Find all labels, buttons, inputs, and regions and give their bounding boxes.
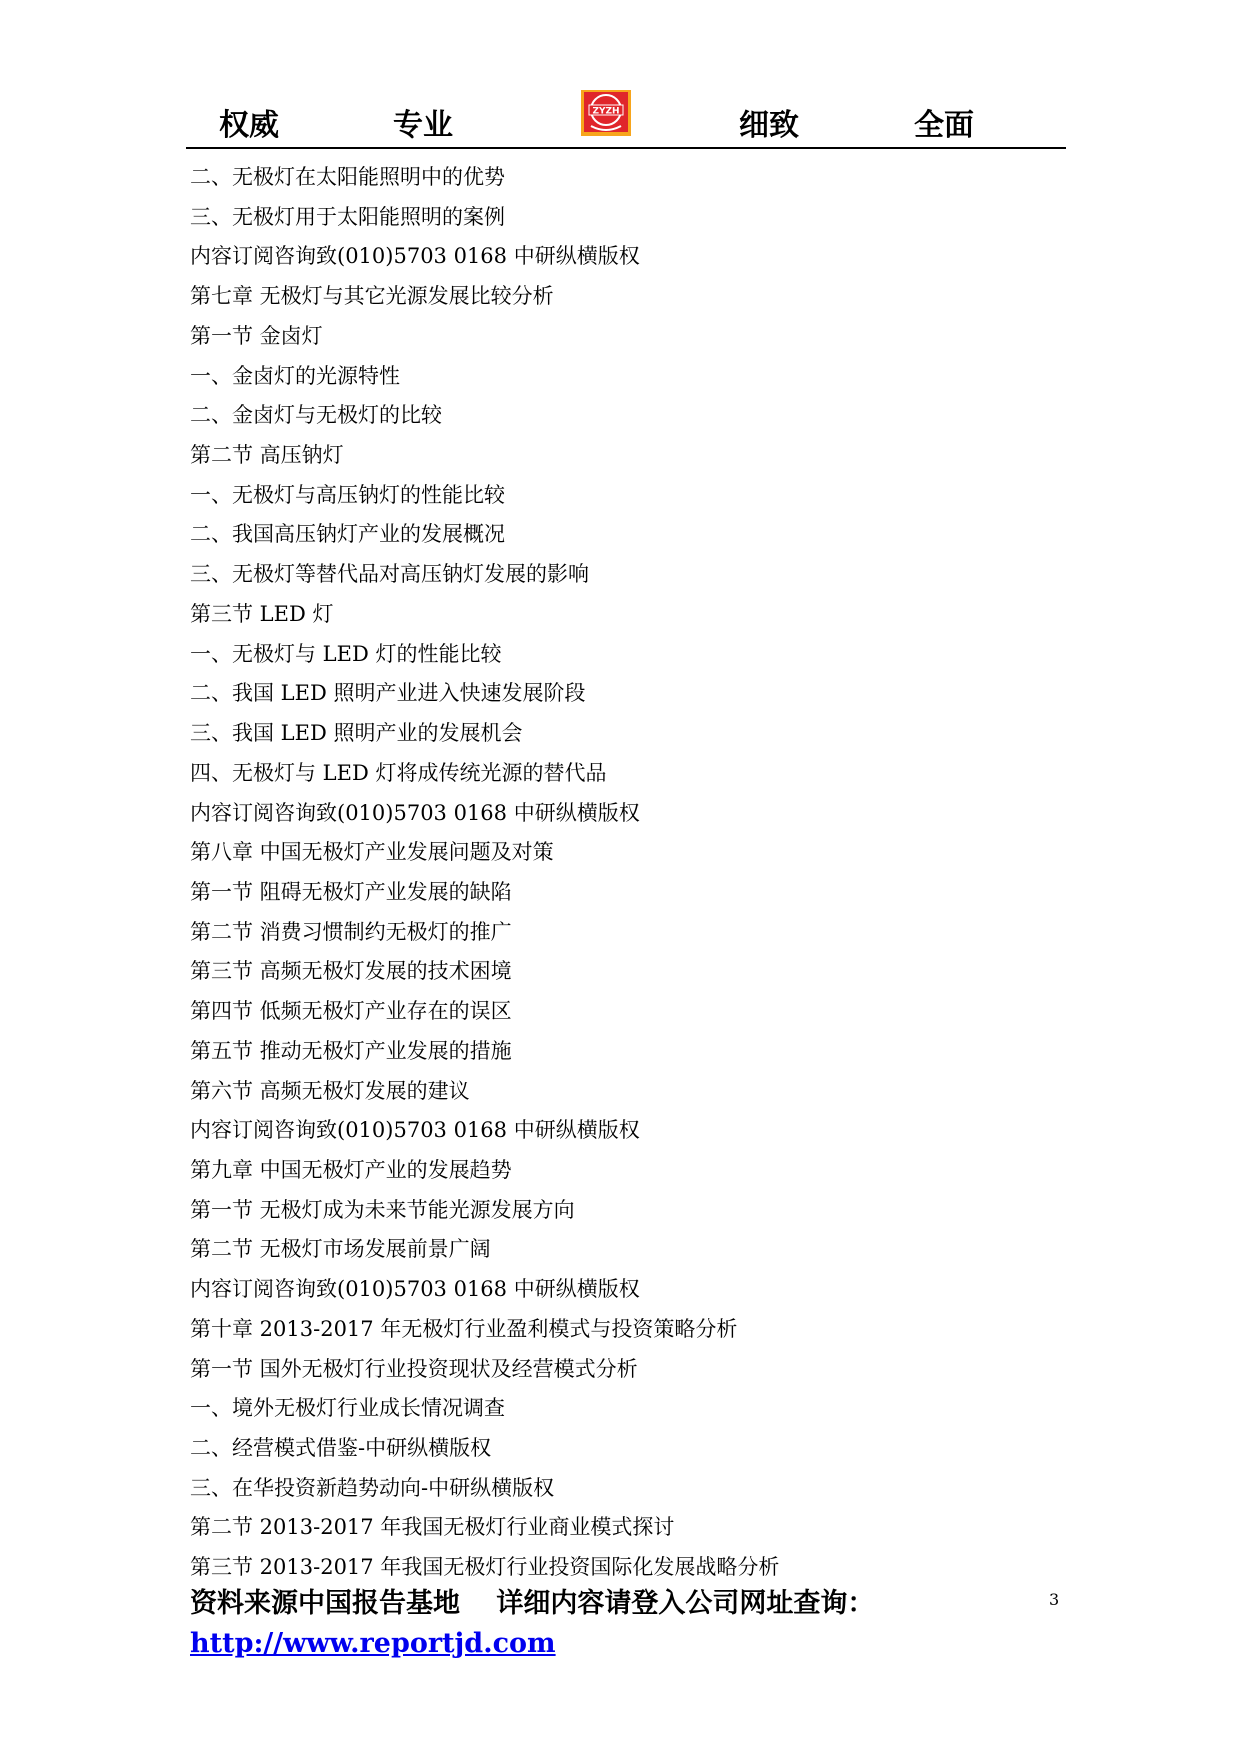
footer-website-link[interactable]: http://www.reportjd.com bbox=[190, 1628, 556, 1659]
toc-entry: 第九章 中国无极灯产业的发展趋势 bbox=[190, 1157, 512, 1182]
toc-entry: 第四节 低频无极灯产业存在的误区 bbox=[190, 999, 512, 1024]
header-divider bbox=[186, 147, 1066, 149]
toc-entry: 第十章 2013-2017 年无极灯行业盈利模式与投资策略分析 bbox=[190, 1316, 738, 1341]
toc-entry: 三、无极灯等替代品对高压钠灯发展的影响 bbox=[190, 562, 589, 587]
toc-entry: 二、我国 LED 照明产业进入快速发展阶段 bbox=[190, 681, 586, 706]
toc-entry: 三、我国 LED 照明产业的发展机会 bbox=[190, 721, 523, 746]
toc-entry: 二、经营模式借鉴-中研纵横版权 bbox=[190, 1436, 492, 1460]
toc-entry: 一、无极灯与 LED 灯的性能比较 bbox=[190, 641, 502, 666]
toc-entry: 内容订阅咨询致(010)5703 0168 中研纵横版权 bbox=[190, 1277, 640, 1302]
toc-entry: 第六节 高频无极灯发展的建议 bbox=[190, 1078, 470, 1103]
table-of-contents bbox=[190, 158, 779, 1588]
toc-entry: 二、无极灯在太阳能照明中的优势 bbox=[190, 165, 505, 189]
toc-entry: 三、无极灯用于太阳能照明的案例 bbox=[190, 204, 505, 229]
toc-entry: 一、无极灯与高压钠灯的性能比较 bbox=[190, 482, 505, 507]
toc-entry: 第五节 推动无极灯产业发展的措施 bbox=[190, 1038, 512, 1063]
toc-entry: 第八章 中国无极灯产业发展问题及对策 bbox=[190, 840, 554, 865]
toc-entry: 第三节 LED 灯 bbox=[190, 601, 334, 626]
toc-entry: 三、在华投资新趋势动向-中研纵横版权 bbox=[190, 1475, 555, 1500]
header-word-professional: 专业 bbox=[393, 108, 453, 143]
toc-entry: 第一节 金卤灯 bbox=[190, 323, 323, 348]
header-word-comprehensive: 全面 bbox=[914, 108, 974, 143]
toc-entry: 一、金卤灯的光源特性 bbox=[190, 363, 400, 388]
logo-text: ZYZH bbox=[592, 106, 620, 117]
toc-entry: 内容订阅咨询致(010)5703 0168 中研纵横版权 bbox=[190, 1118, 640, 1143]
toc-entry: 第二节 消费习惯制约无极灯的推广 bbox=[190, 919, 512, 944]
toc-entry: 第一节 阻碍无极灯产业发展的缺陷 bbox=[190, 879, 512, 904]
toc-entry: 第七章 无极灯与其它光源发展比较分析 bbox=[190, 284, 554, 309]
header-word-detailed: 细致 bbox=[739, 108, 799, 143]
toc-entry: 第一节 无极灯成为未来节能光源发展方向 bbox=[190, 1197, 575, 1222]
header-word-authority: 权威 bbox=[219, 108, 279, 143]
toc-entry: 第三节 2013-2017 年我国无极灯行业投资国际化发展战略分析 bbox=[190, 1555, 780, 1580]
toc-entry: 第二节 2013-2017 年我国无极灯行业商业模式探讨 bbox=[190, 1515, 675, 1540]
toc-entry: 第三节 高频无极灯发展的技术困境 bbox=[190, 959, 512, 984]
toc-entry: 内容订阅咨询致(010)5703 0168 中研纵横版权 bbox=[190, 244, 640, 269]
toc-entry: 二、我国高压钠灯产业的发展概况 bbox=[190, 522, 505, 547]
toc-entry: 一、境外无极灯行业成长情况调查 bbox=[190, 1396, 505, 1421]
toc-entry: 第一节 国外无极灯行业投资现状及经营模式分析 bbox=[190, 1356, 638, 1381]
toc-entry: 第二节 高压钠灯 bbox=[190, 443, 344, 468]
toc-entry: 第二节 无极灯市场发展前景广阔 bbox=[190, 1237, 491, 1262]
toc-entry: 四、无极灯与 LED 灯将成传统光源的替代品 bbox=[190, 760, 607, 785]
footer-source-text: 资料来源中国报告基地 详细内容请登入公司网址查询： bbox=[190, 1588, 875, 1619]
company-logo bbox=[581, 90, 631, 136]
toc-entry: 二、金卤灯与无极灯的比较 bbox=[190, 403, 442, 428]
page-number: 3 bbox=[1049, 1590, 1060, 1609]
toc-entry: 内容订阅咨询致(010)5703 0168 中研纵横版权 bbox=[190, 800, 640, 825]
